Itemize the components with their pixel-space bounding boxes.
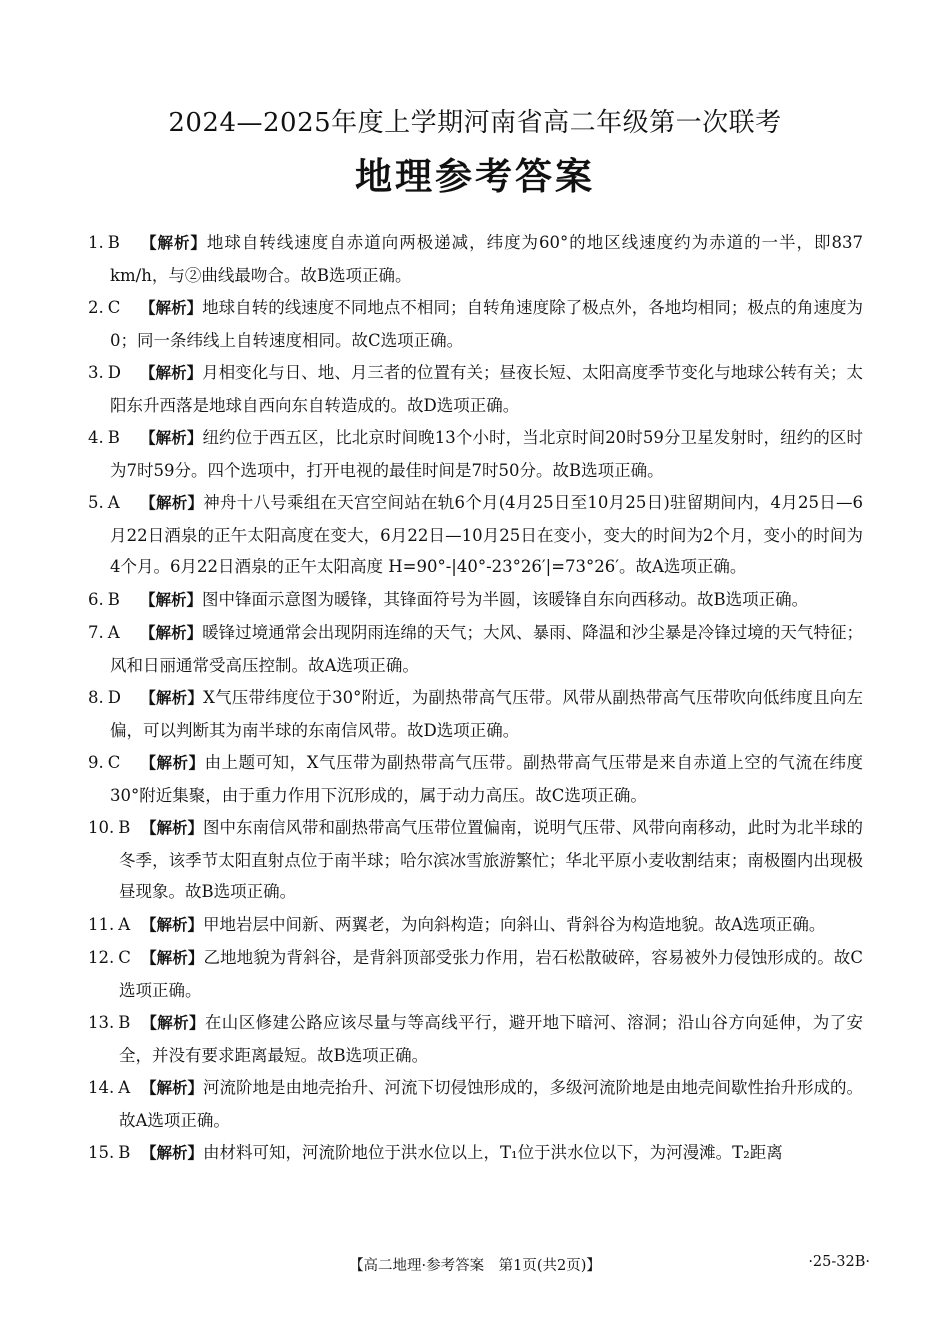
analysis-tag: 【解析】 (140, 364, 203, 382)
answer-body (107, 428, 863, 480)
answer-item (88, 584, 863, 617)
answer-explanation: 由材料可知，河流阶地位于洪水位以上，T₁位于洪水位以下，为河漫滩。T₂距离 (203, 1143, 783, 1162)
answer-item (88, 942, 863, 1006)
analysis-tag: 【解析】 (140, 689, 204, 707)
question-number: 8. (88, 688, 104, 707)
question-number: 10. (88, 818, 115, 837)
answer-explanation: 在山区修建公路应该尽量与等高线平行，避开地下暗河、溶洞；沿山谷方向延伸，为了安全，并没有要求距离最短。故B选项正确。 (119, 1013, 863, 1065)
answer-item (88, 1072, 863, 1136)
analysis-tag: 【解析】 (141, 1144, 204, 1162)
answer-body (107, 298, 863, 350)
answer-number (88, 909, 130, 941)
answer-choice: B (107, 589, 120, 609)
answer-explanation: 月相变化与日、地、月三者的位置有关；昼夜长短、太阳高度季节变化与地球公转有关；太阳东升西落是地球自西向东自转造成的。故D选项正确。 (110, 363, 863, 415)
answer-item (88, 357, 863, 421)
answer-number (88, 422, 120, 454)
answer-choice: D (107, 363, 121, 382)
answer-number (88, 357, 121, 389)
answer-number (88, 747, 120, 779)
analysis-tag: 【解析】 (140, 299, 203, 317)
answer-body (119, 915, 825, 934)
document-title: 地理参考答案 (355, 155, 595, 198)
answer-body (107, 589, 809, 609)
answer-explanation: 地球自转线速度自赤道向两极递减，纬度为60°的地区线速度约为赤道的一半，即837 km/h，与②曲线最吻合。故B选项正确。 (110, 233, 863, 285)
analysis-tag: 【解析】 (140, 429, 203, 447)
answer-body (107, 493, 863, 576)
answer-number (88, 812, 130, 844)
analysis-tag: 【解析】 (141, 1014, 205, 1032)
analysis-tag: 【解析】 (140, 624, 203, 642)
answer-explanation: 图中锋面示意图为暖锋，其锋面符号为半圆，该暖锋自东向西移动。故B选项正确。 (202, 589, 809, 609)
answer-choice: B (107, 233, 120, 252)
question-number: 2. (88, 298, 104, 317)
answer-number (88, 1007, 130, 1039)
question-number: 12. (88, 948, 115, 967)
answer-choice: A (118, 914, 131, 934)
analysis-tag: 【解析】 (140, 234, 207, 252)
answer-explanation: 纽约位于西五区，比北京时间晚13个小时，当北京时间20时59分卫星发射时，纽约的区时为7时59分。四个选项中，打开电视的最佳时间是7时50分。故B选项正确。 (110, 428, 863, 480)
analysis-tag: 【解析】 (141, 1079, 204, 1097)
answer-item (88, 422, 863, 486)
answer-choice: A (107, 623, 120, 642)
footer-code: ·25-32B· (808, 1254, 870, 1270)
question-number: 14. (88, 1078, 115, 1097)
answer-choice: C (107, 298, 121, 317)
answer-body (107, 753, 863, 805)
answer-body (119, 1143, 783, 1162)
answer-choice: B (118, 818, 131, 837)
question-number: 1. (88, 233, 104, 252)
answer-explanation: X气压带纬度位于30°附近，为副热带高气压带。风带从副热带高气压带吹向低纬度且向左偏，可以判断其为南半球的东南信风带。故D选项正确。 (110, 688, 863, 740)
question-number: 7. (88, 623, 104, 642)
answer-item (88, 909, 863, 942)
answer-number (88, 617, 120, 649)
answer-item (88, 812, 863, 908)
answer-explanation: 河流阶地是由地壳抬升、河流下切侵蚀形成的，多级河流阶地是由地壳间歇性抬升形成的。故A选项正确。 (119, 1078, 864, 1130)
analysis-tag: 【解析】 (141, 819, 204, 837)
answer-explanation: 甲地岩层中间新、两翼老，为向斜构造；向斜山、背斜谷为构造地貌。故A选项正确。 (203, 914, 826, 934)
footer-page-info: 【高二地理·参考答案 第1页(共2页)】 (349, 1258, 601, 1274)
answer-body (119, 948, 863, 1000)
analysis-tag: 【解析】 (140, 754, 205, 772)
answer-item (88, 1007, 863, 1071)
answer-item (88, 487, 863, 583)
question-number: 13. (88, 1013, 115, 1032)
answer-item (88, 617, 863, 681)
answer-choice: C (107, 753, 121, 772)
answer-explanation: 由上题可知，X气压带为副热带高气压带。副热带高气压带是来自赤道上空的气流在纬度30°附近集聚，由于重力作用下沉形成的，属于动力高压。故C选项正确。 (110, 753, 863, 805)
answer-item (88, 292, 863, 356)
answer-explanation: 图中东南信风带和副热带高气压带位置偏南，说明气压带、风带向南移动，此时为北半球的冬季，该季节太阳直射点位于南半球；哈尔滨冰雪旅游繁忙；华北平原小麦收割结束；南极圈内出现极昼现象。故B选项正确。 (119, 818, 864, 901)
answer-number (88, 584, 120, 616)
answer-choice: B (118, 1143, 131, 1162)
answer-body (107, 233, 863, 285)
answer-list (88, 227, 863, 1171)
answer-explanation: 地球自转的线速度不同地点不相同；自转角速度除了极点外，各地均相同；极点的角速度为0；同一条纬线上自转速度相同。故C选项正确。 (110, 298, 863, 350)
answer-choice: D (107, 688, 121, 707)
answer-number (88, 1072, 130, 1104)
answer-item (88, 682, 863, 746)
answer-number (88, 292, 120, 324)
answer-number (88, 942, 131, 974)
answer-explanation: 暖锋过境通常会出现阴雨连绵的天气；大风、暴雨、降温和沙尘暴是冷锋过境的天气特征；风和日丽通常受高压控制。故A选项正确。 (110, 623, 863, 675)
answer-choice: B (118, 1013, 131, 1032)
question-number: 4. (88, 428, 104, 447)
answer-number (88, 487, 120, 519)
answer-item (88, 747, 863, 811)
answer-number (88, 682, 121, 714)
answer-item (88, 1137, 863, 1170)
analysis-tag: 【解析】 (140, 494, 204, 512)
answer-number (88, 227, 120, 259)
question-number: 9. (88, 753, 104, 772)
question-number: 15. (88, 1143, 115, 1162)
answer-choice: B (107, 428, 120, 447)
answer-body (119, 1078, 863, 1130)
answer-body (119, 818, 863, 901)
analysis-tag: 【解析】 (140, 590, 203, 609)
analysis-tag: 【解析】 (141, 949, 204, 967)
answer-choice: A (118, 1078, 131, 1097)
question-number: 11. (88, 914, 115, 934)
answer-explanation: 乙地地貌为背斜谷，是背斜顶部受张力作用，岩石松散破碎，容易被外力侵蚀形成的。故C选项正确。 (119, 948, 863, 1000)
answer-body (107, 363, 863, 415)
answer-body (107, 688, 863, 740)
exam-title: 2024—2025年度上学期河南省高二年级第一次联考 (168, 108, 782, 138)
answer-body (119, 1013, 863, 1065)
answer-choice: C (118, 948, 131, 967)
question-number: 5. (88, 493, 104, 512)
question-number: 3. (88, 363, 104, 382)
answer-explanation: 神舟十八号乘组在天宫空间站在轨6个月(4月25日至10月25日)驻留期间内，4月25日—6月22日酒泉的正午太阳高度在变大，6月22日—10月25日在变小，变大的时间为2个月，变小的时间为4个月。6月22日酒泉的正午太阳高度 H=90°-|40°-23°26′|=73°26′。故A选项正确。 (110, 493, 863, 576)
analysis-tag: 【解析】 (141, 915, 204, 934)
answer-number (88, 1137, 130, 1169)
answer-body (107, 623, 863, 675)
answer-choice: A (107, 493, 120, 512)
question-number: 6. (88, 589, 104, 609)
answer-item (88, 227, 863, 291)
